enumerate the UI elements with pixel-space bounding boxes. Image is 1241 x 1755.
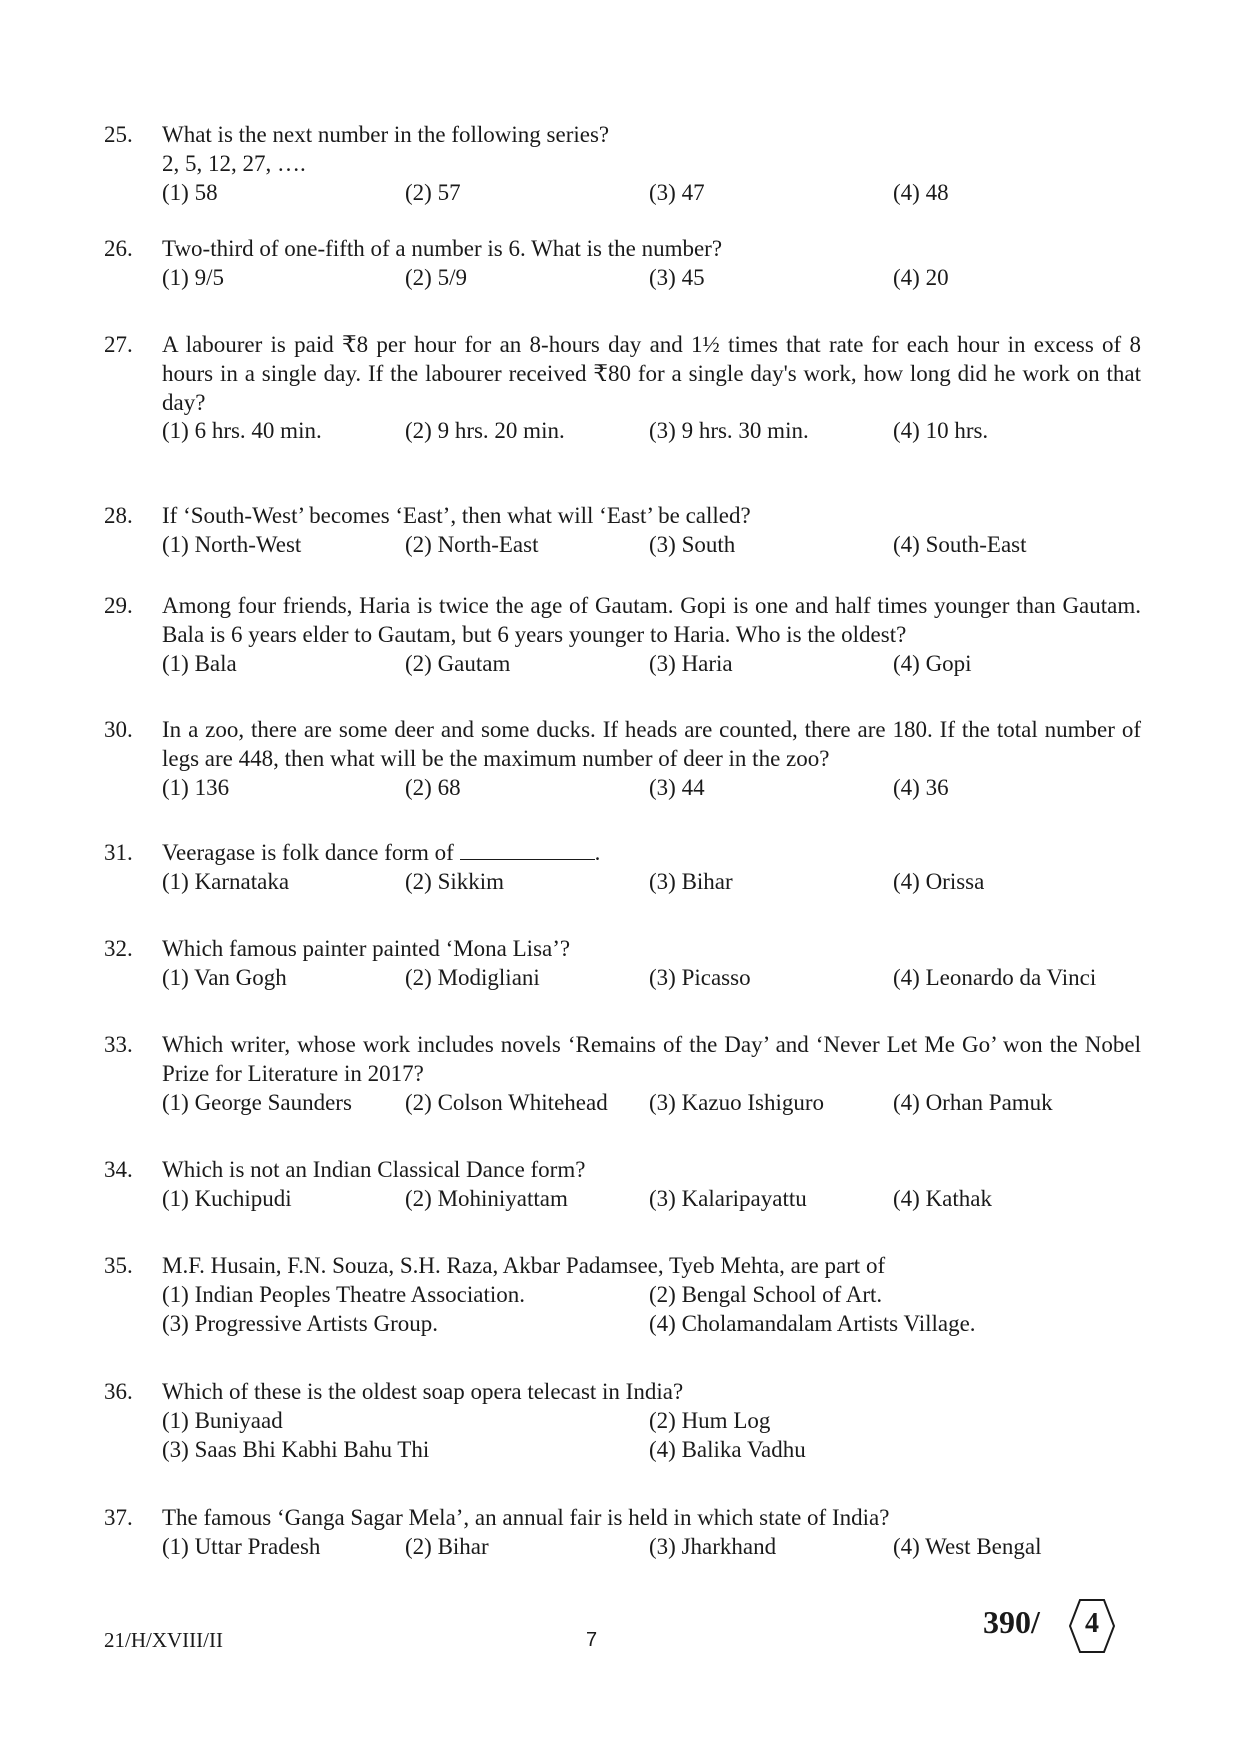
question-number: 34. xyxy=(104,1157,133,1182)
question-text: In a zoo, there are some deer and some ducks. If heads are counted, there are 180. If the total number of legs are 448, then what will be the maximum number of deer in the zoo? xyxy=(162,717,1141,771)
option-4: (4) 48 xyxy=(893,180,949,205)
option-3: (3) Bihar xyxy=(649,869,733,894)
option-1: (1) Buniyaad xyxy=(162,1408,283,1433)
option-1: (1) 9/5 xyxy=(162,265,224,290)
option-2: (2) 57 xyxy=(405,180,461,205)
question-text xyxy=(162,838,1141,867)
set-badge xyxy=(1068,1598,1116,1654)
option-1: (1) 136 xyxy=(162,775,230,800)
question-number: 31. xyxy=(104,840,133,865)
option-1: (1) George Saunders xyxy=(162,1090,352,1115)
option-4: (4) 10 hrs. xyxy=(893,418,989,443)
question-text: What is the next number in the following series? xyxy=(162,122,610,147)
option-2: (2) North-East xyxy=(405,532,539,557)
option-2: (2) Gautam xyxy=(405,651,511,676)
question-text-prefix: Veeragase is folk dance form of xyxy=(162,840,454,865)
option-3: (3) 45 xyxy=(649,265,705,290)
option-2: (2) Colson Whitehead xyxy=(405,1090,608,1115)
option-2: (2) Mohiniyattam xyxy=(405,1186,568,1211)
option-2: (2) Hum Log xyxy=(649,1408,771,1433)
option-1: (1) North-West xyxy=(162,532,302,557)
option-3: (3) Kalaripayattu xyxy=(649,1186,807,1211)
option-3: (3) Jharkhand xyxy=(649,1534,777,1559)
option-2: (2) 5/9 xyxy=(405,265,467,290)
option-2: (2) 68 xyxy=(405,775,461,800)
question-text: Which is not an Indian Classical Dance form? xyxy=(162,1157,586,1182)
option-3: (3) 44 xyxy=(649,775,705,800)
option-1: (1) Bala xyxy=(162,651,237,676)
option-3: (3) Kazuo Ishiguro xyxy=(649,1090,825,1115)
option-1: (1) Karnataka xyxy=(162,869,290,894)
question-number: 25. xyxy=(104,122,133,147)
question-number: 35. xyxy=(104,1253,133,1278)
question-number: 33. xyxy=(104,1032,133,1057)
question-text: If ‘South-West’ becomes ‘East’, then what will ‘East’ be called? xyxy=(162,503,751,528)
option-4: (4) Orhan Pamuk xyxy=(893,1090,1053,1115)
option-4: (4) West Bengal xyxy=(893,1534,1042,1559)
option-3: (3) 47 xyxy=(649,180,705,205)
question-number: 30. xyxy=(104,717,133,742)
option-4: (4) South-East xyxy=(893,532,1027,557)
option-2: (2) Sikkim xyxy=(405,869,505,894)
question-series: 2, 5, 12, 27, …. xyxy=(162,151,306,176)
question-number: 36. xyxy=(104,1379,133,1404)
option-4: (4) 20 xyxy=(893,265,949,290)
question-text: Among four friends, Haria is twice the age of Gautam. Gopi is one and half times younger than Gautam. Bala is 6 years elder to Gautam, but 6 years younger to Haria. Who is the oldest? xyxy=(162,593,1141,647)
set-number: 4 xyxy=(1085,1608,1099,1639)
option-4: (4) 36 xyxy=(893,775,949,800)
option-3: (3) Saas Bhi Kabhi Bahu Thi xyxy=(162,1437,430,1462)
question-number: 37. xyxy=(104,1505,133,1530)
question-text: Two-third of one-fifth of a number is 6. What is the number? xyxy=(162,236,723,261)
option-2: (2) Modigliani xyxy=(405,965,540,990)
option-3: (3) Progressive Artists Group. xyxy=(162,1311,438,1336)
option-1: (1) 58 xyxy=(162,180,218,205)
option-1: (1) Indian Peoples Theatre Association. xyxy=(162,1282,526,1307)
option-4: (4) Leonardo da Vinci xyxy=(893,965,1097,990)
question-text-suffix: . xyxy=(594,840,601,865)
option-1: (1) Van Gogh xyxy=(162,965,287,990)
option-4: (4) Kathak xyxy=(893,1186,992,1211)
option-2: (2) 9 hrs. 20 min. xyxy=(405,418,565,443)
option-4: (4) Cholamandalam Artists Village. xyxy=(649,1311,976,1336)
fill-in-blank xyxy=(460,839,595,860)
paper-code: 21/H/XVIII/II xyxy=(104,1628,223,1652)
option-2: (2) Bihar xyxy=(405,1534,489,1559)
option-2: (2) Bengal School of Art. xyxy=(649,1282,883,1307)
question-number: 26. xyxy=(104,236,133,261)
option-1: (1) Uttar Pradesh xyxy=(162,1534,321,1559)
question-number: 27. xyxy=(104,332,133,357)
option-3: (3) South xyxy=(649,532,736,557)
question-text: The famous ‘Ganga Sagar Mela’, an annual fair is held in which state of India? xyxy=(162,1505,890,1530)
series-number: 390/ xyxy=(983,1604,1040,1640)
option-4: (4) Gopi xyxy=(893,651,972,676)
question-text: M.F. Husain, F.N. Souza, S.H. Raza, Akbar Padamsee, Tyeb Mehta, are part of xyxy=(162,1253,886,1278)
question-text: A labourer is paid ₹8 per hour for an 8-hours day and 1½ times that rate for each hour in excess of 8 hours in a single day. If the labourer received ₹80 for a single day's work, how long did he work on that day? xyxy=(162,332,1141,415)
question-number: 32. xyxy=(104,936,133,961)
option-4: (4) Orissa xyxy=(893,869,985,894)
question-text: Which of these is the oldest soap opera telecast in India? xyxy=(162,1379,684,1404)
option-1: (1) Kuchipudi xyxy=(162,1186,292,1211)
option-3: (3) 9 hrs. 30 min. xyxy=(649,418,809,443)
question-number: 29. xyxy=(104,593,133,618)
page-number: 7 xyxy=(586,1629,598,1651)
option-4: (4) Balika Vadhu xyxy=(649,1437,806,1462)
question-number: 28. xyxy=(104,503,133,528)
question-text: Which famous painter painted ‘Mona Lisa’? xyxy=(162,936,571,961)
option-3: (3) Haria xyxy=(649,651,733,676)
question-text: Which writer, whose work includes novels ‘Remains of the Day’ and ‘Never Let Me Go’ won the Nobel Prize for Literature in 2017? xyxy=(162,1032,1141,1086)
option-1: (1) 6 hrs. 40 min. xyxy=(162,418,322,443)
option-3: (3) Picasso xyxy=(649,965,751,990)
